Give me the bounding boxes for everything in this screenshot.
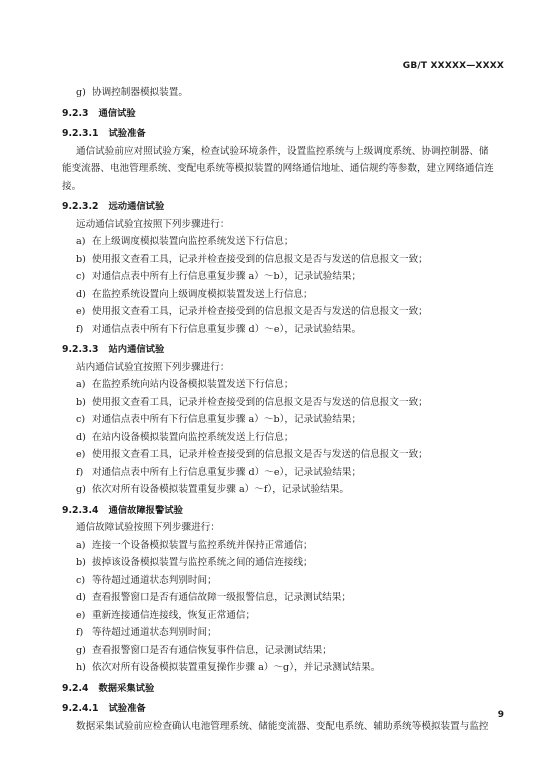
section-number: 9.2.3.3 — [62, 344, 99, 355]
list-text: 重新连接通信连接线，恢复正常通信； — [92, 609, 256, 621]
list-item — [62, 286, 506, 304]
list-item — [62, 268, 506, 286]
standard-code: GB/T XXXXX—XXXX — [402, 61, 504, 71]
list-item — [62, 321, 506, 339]
paragraph-line: 远动通信试验宜按照下列步骤进行： — [76, 218, 230, 230]
list-marker: c) — [76, 414, 86, 425]
list-item — [62, 554, 506, 572]
list-text: 拔掉该设备模拟装置与监控系统之间的通信连接线； — [92, 557, 313, 568]
step-list — [62, 537, 506, 677]
list-marker: b) — [76, 557, 86, 568]
list-text: 使用报文查看工具，记录并检查接受到的信息报文是否与发送的信息报文一致； — [92, 253, 428, 265]
list-marker: f) — [76, 466, 84, 478]
list-text: 在监控系统向站内设备模拟装置发送下行信息； — [92, 379, 294, 390]
list-marker: a) — [76, 539, 86, 551]
list-text: 对通信点表中所有上行信息重复步骤 a）～b），记录试验结果； — [92, 271, 362, 282]
section-title: 通信试验 — [98, 107, 136, 119]
step-list — [62, 233, 506, 338]
section-heading-9-2-3 — [62, 105, 506, 123]
list-item — [62, 233, 506, 251]
list-marker: g) — [76, 87, 86, 98]
section-heading-9-2-3-1 — [62, 125, 506, 143]
list-marker: b) — [76, 396, 86, 408]
list-marker: d) — [76, 592, 86, 603]
list-item — [62, 607, 506, 625]
list-text: 在监控系统设置向上级调度模拟装置发送上行信息； — [92, 288, 313, 300]
list-marker: d) — [76, 431, 86, 443]
list-item — [62, 394, 506, 412]
section-title: 远动通信试验 — [108, 201, 165, 212]
list-item — [62, 446, 506, 464]
list-text: 依次对所有设备模拟装置重复步骤 a）～f），记录试验结果。 — [92, 484, 349, 495]
list-item — [62, 537, 506, 555]
section-number: 9.2.3.4 — [62, 504, 99, 516]
list-marker: g) — [76, 484, 86, 495]
list-item — [62, 659, 506, 677]
paragraph-line: 通信故障试验按照下列步骤进行： — [76, 522, 220, 533]
paragraph-line: 能变流器、电池管理系统、变配电系统等模拟装置的网络通信地址、通信规约等参数，建立网络通信连 — [62, 163, 494, 174]
list-marker: g) — [76, 644, 86, 656]
list-text: 使用报文查看工具，记录并检查接受到的信息报文是否与发送的信息报文一致； — [92, 396, 428, 408]
list-item — [62, 589, 506, 607]
section-number: 9.2.4.1 — [62, 703, 99, 714]
list-text: 使用报文查看工具，记录并检查接受到的信息报文是否与发送的信息报文一致； — [92, 449, 428, 460]
paragraph-line: 数据采集试验前应检查确认电池管理系统、储能变流器、变配电系统、辅助系统等模拟装置与监控 — [76, 720, 489, 732]
list-item — [62, 429, 506, 447]
list-text: 对通信点表中所有下行信息重复步骤 a）～b），记录试验结果； — [92, 414, 362, 425]
list-marker: e) — [76, 449, 86, 460]
list-item — [62, 411, 506, 429]
list-marker: d) — [76, 288, 86, 300]
section-title: 站内通信试验 — [108, 344, 165, 355]
section-number: 9.2.3 — [62, 107, 89, 119]
list-item — [62, 251, 506, 269]
paragraph-line: 接。 — [62, 180, 82, 192]
section-number: 9.2.4 — [62, 682, 89, 694]
list-text: 在上级调度模拟装置向监控系统发送下行信息； — [92, 236, 294, 247]
section-number: 9.2.3.1 — [62, 128, 99, 139]
list-marker: b) — [76, 253, 86, 265]
list-item — [62, 303, 506, 321]
list-marker: a) — [76, 379, 86, 390]
section-title: 数据采集试验 — [98, 682, 155, 694]
section-title: 试验准备 — [108, 128, 146, 139]
section-number: 9.2.3.2 — [62, 201, 99, 212]
section-heading-9-2-3-2 — [62, 198, 506, 216]
paragraph-line: 通信试验前应对照试验方案，检查试验环境条件，设置监控系统与上级调度系统、协调控制器、储 — [76, 145, 489, 157]
list-item — [62, 376, 506, 394]
section-heading-9-2-3-3 — [62, 341, 506, 359]
list-item — [62, 481, 506, 499]
step-list — [62, 376, 506, 499]
list-text: 连接一个设备模拟装置与监控系统并保持正常通信； — [92, 539, 313, 551]
list-text: 在站内设备模拟装置向监控系统发送上行信息； — [92, 431, 294, 443]
list-text: 依次对所有设备模拟装置重复操作步骤 a）～g），并记录测试结果。 — [92, 662, 381, 673]
document-body — [62, 84, 506, 735]
section-heading-9-2-4 — [62, 680, 506, 698]
list-marker: c) — [76, 271, 86, 282]
section-title: 通信故障报警试验 — [108, 504, 183, 516]
list-item — [62, 624, 506, 642]
list-text: 等待超过通道状态判别时间； — [92, 627, 217, 638]
section-heading-9-2-4-1 — [62, 700, 506, 718]
section-title: 试验准备 — [108, 703, 146, 714]
list-item — [62, 642, 506, 660]
list-marker: e) — [76, 609, 86, 621]
list-marker: f) — [76, 627, 84, 638]
list-text: 等待超过通道状态判别时间； — [92, 574, 217, 586]
list-item — [62, 464, 506, 482]
list-text: 使用报文查看工具，记录并检查接受到的信息报文是否与发送的信息报文一致； — [92, 306, 428, 317]
paragraph-line: 站内通信试验宜按照下列步骤进行： — [76, 361, 230, 373]
list-item — [62, 572, 506, 590]
list-text: 对通信点表中所有下行信息重复步骤 d）～e），记录试验结果。 — [92, 323, 362, 335]
list-marker: a) — [76, 236, 86, 247]
page-number: 9 — [497, 710, 504, 720]
list-item — [62, 84, 506, 102]
list-text: 查看报警窗口是否有通信故障一级报警信息，记录测试结果； — [92, 592, 352, 603]
list-text: 查看报警窗口是否有通信恢复事件信息，记录测试结果； — [92, 644, 332, 656]
list-marker: f) — [76, 323, 84, 335]
list-marker: c) — [76, 574, 86, 586]
list-text: 协调控制器模拟装置。 — [92, 87, 188, 98]
list-marker: e) — [76, 306, 86, 317]
list-marker: h) — [76, 662, 86, 673]
list-text: 对通信点表中所有上行信息重复步骤 d）～e），记录试验结果； — [92, 466, 362, 478]
section-heading-9-2-3-4 — [62, 502, 506, 520]
